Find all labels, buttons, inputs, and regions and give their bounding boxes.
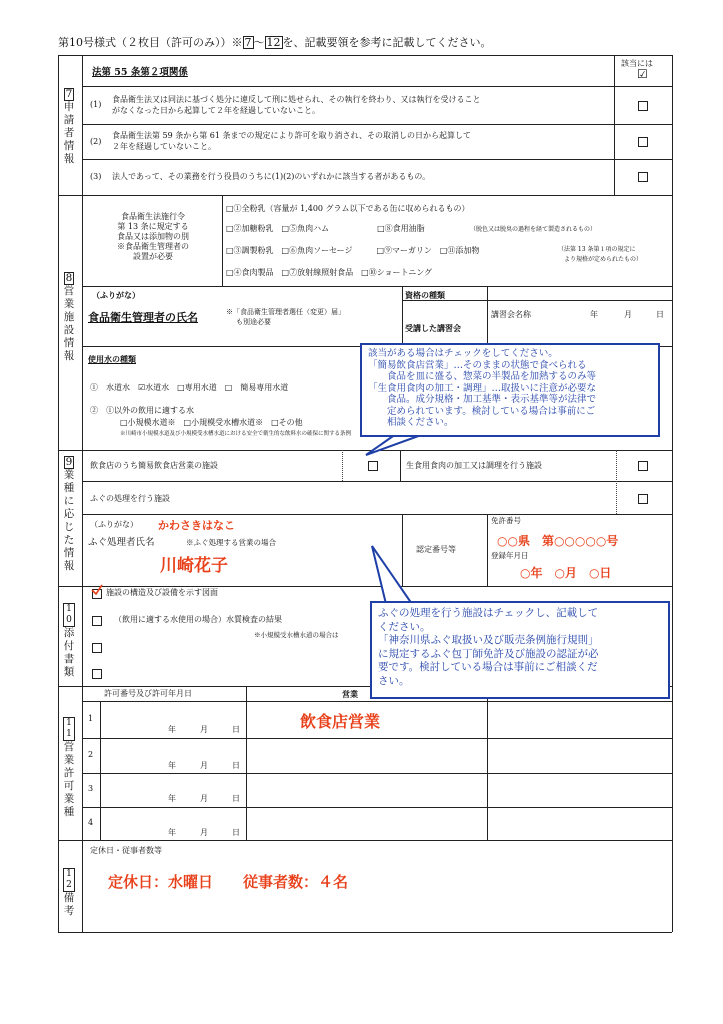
sec10-number: 10 <box>63 603 75 627</box>
raw-meat-label: 生食用食肉の加工又は調理を行う施設 <box>406 461 542 470</box>
rule-desc-4: ※食品衛生管理者の <box>117 242 189 251</box>
sec7-number: 7 <box>65 88 73 100</box>
water-note: ※川崎市小規模水道及び小規模受水槽水道における安全で衛生的な飲料水の確保に関する条例 <box>120 431 352 437</box>
callout1-line5: 食品。成分規格・加工基準・表示基準等が法律で <box>368 394 597 405</box>
sec8-number: 8 <box>65 272 73 284</box>
sec7-item2-line1: 食品衛生法第 59 条から第 61 条までの規定により許可を取り消され、その取消しの日から起算して <box>112 131 472 140</box>
row3-year: 年 <box>168 794 176 803</box>
course-label: 受講した講習会 <box>405 323 461 333</box>
manager-name-label: 食品衛生管理者の氏名 <box>88 311 198 324</box>
doc1-label: 施設の構造及び設備を示す図面 <box>106 588 218 597</box>
sec12-number: 12 <box>63 868 75 892</box>
row-3-no: 3 <box>88 784 94 793</box>
sec9-label-text: 業種に応じた情報 <box>63 469 75 572</box>
sec7-item3-no: (3) <box>90 172 102 181</box>
course-day: 日 <box>656 310 664 319</box>
water-options-3[interactable]: □小規模水道※ □小規模受水槽水道※ □その他 <box>120 418 303 427</box>
callout1-pointer <box>366 434 424 455</box>
applicable-header: 該当には <box>621 59 653 68</box>
sec11-label-text: 営業許可業種 <box>63 741 75 818</box>
row3-month: 月 <box>200 794 208 803</box>
callout1-line3: 食品を皿に盛る、惣菜の半製品を加熱するのみ等 <box>368 371 597 382</box>
row4-day: 日 <box>232 828 240 837</box>
fugu-person-value[interactable]: 川崎花子 <box>160 556 228 576</box>
callout-simple-restaurant <box>360 343 660 437</box>
fugu-furigana-value[interactable]: かわさきはなこ <box>158 519 235 532</box>
additive-note-1: （法第 13 条第１項の規定に <box>558 246 636 253</box>
sec10-label-text: 添付書類 <box>63 627 75 678</box>
sec7-label-text: 申請者情報 <box>63 101 75 165</box>
row-1-no: 1 <box>88 714 94 723</box>
fugu-person-label: ふぐ処理者氏名 <box>88 537 155 548</box>
sec7-item2-no: (2) <box>90 137 102 146</box>
callout2-pointer <box>372 546 412 604</box>
food-row-4[interactable]: □④食肉製品 □⑦放射線照射食品 □⑩ショートニング <box>226 268 433 277</box>
business-type-value[interactable]: 飲食店営業 <box>300 712 381 731</box>
header-instruction: を、記載要領を参考に記載してください。 <box>282 36 492 49</box>
callout2-line1: ふぐの処理を行う施設はチェックし、記載して <box>378 607 599 619</box>
sec7-item2-line2: ２年を経過していないこと。 <box>112 142 216 151</box>
range-from: 7 <box>244 36 252 49</box>
water-options-2: ② ①以外の飲用に適する水 <box>90 406 194 415</box>
license-no-value[interactable]: ○○県 第○○○○○号 <box>497 534 619 548</box>
sec12-label-text: 備考 <box>63 892 75 917</box>
permit-col-header: 許可番号及び許可年月日 <box>104 689 192 698</box>
check-sample-icon: ☑ <box>637 67 648 81</box>
row4-month: 月 <box>200 828 208 837</box>
sec7-item3-line1: 法人であって、その業務を行う役員のうちに(1)(2)のいずれかに該当する者があるもの。 <box>112 172 431 181</box>
business-col-header: 営業 <box>342 689 358 699</box>
row1-year: 年 <box>168 725 176 734</box>
remarks-title: 定休日・従事者数等 <box>90 846 162 855</box>
callout2-line6: さい。 <box>378 674 410 687</box>
callout1-line1: 該当がある場合はチェックをしてください。 <box>368 348 558 359</box>
row-2-no: 2 <box>88 750 94 759</box>
row4-year: 年 <box>168 828 176 837</box>
callout1-line6: 定められています。検討している場合は事前にご <box>368 405 596 417</box>
row1-day: 日 <box>232 725 240 734</box>
callout1-line2: 「簡易飲食店営業」…そのままの状態で食べられる <box>368 359 587 371</box>
row2-month: 月 <box>200 761 208 770</box>
doc2-note: ※小規模受水槽水道の場合は <box>254 631 339 639</box>
rule-desc-2: 第 13 条に規定する <box>117 222 189 231</box>
row3-day: 日 <box>232 794 240 803</box>
additive-note-2: より規格が定められたもの） <box>564 256 643 263</box>
fugu-facility-label: ふぐの処理を行う施設 <box>90 494 170 503</box>
row1-month: 月 <box>200 725 208 734</box>
food-row-2[interactable]: □②加糖粉乳 □⑤魚肉ハム □⑧食用油脂 <box>226 224 425 233</box>
rule-desc-1: 食品衛生法施行令 <box>121 212 185 221</box>
course-name-label: 講習会名称 <box>491 310 531 319</box>
sec7-item1-line1: 食品衛生法又は同法に基づく処分に違反して刑に処せられ、その執行を終わり、又は執行を受けること <box>112 95 481 104</box>
sec7-title: 法第 55 条第２項関係 <box>92 67 188 78</box>
food-row-3[interactable]: □③調製粉乳 □⑥魚肉ソーセージ □⑨マーガリン □⑪添加物 <box>226 246 480 255</box>
reg-date-value[interactable]: ○年 ○月 ○日 <box>520 566 612 580</box>
rule-desc-3: 食品又は添加物の別 <box>117 232 189 241</box>
callout2-line4: に規定するふぐ包丁師免許及び施設の認証が必 <box>378 647 599 660</box>
doc2-label: （飲用に適する水使用の場合）水質検査の結果 <box>114 615 282 624</box>
fugu-furigana-label: （ふりがな） <box>90 520 138 529</box>
course-month: 月 <box>624 310 632 319</box>
qualification-label: 資格の種類 <box>405 290 445 300</box>
fugu-person-note: ※ふぐ処理する営業の場合 <box>186 538 276 547</box>
remarks-value[interactable]: 定休日：水曜日 従事者数：４名 <box>108 873 349 891</box>
cert-no-label: 認定番号等 <box>416 545 456 554</box>
sec7-item1-no: (1) <box>90 100 102 109</box>
water-type-label: 使用水の種類 <box>88 354 136 364</box>
manager-note-1: ※「食品衛生管理者選任（変更）届」 <box>226 308 345 316</box>
rule-desc-5: 設置が必要 <box>133 252 173 261</box>
oil-note: （脱色又は脱臭の過程を経て製造されるもの） <box>470 226 597 233</box>
course-year: 年 <box>590 310 598 319</box>
sec7-item1-line2: がなくなった日から起算して２年を経過していないこと。 <box>112 106 320 115</box>
manager-note-2: も別途必要 <box>236 318 271 326</box>
tilde: 〜 <box>253 36 265 49</box>
row-4-no: 4 <box>88 818 94 827</box>
row2-year: 年 <box>168 761 176 770</box>
callout-fugu <box>370 601 670 699</box>
row2-day: 日 <box>232 761 240 770</box>
callout2-line3: 「神奈川県ふぐ取扱い及び販売条例施行規則」 <box>378 634 599 646</box>
form-number: 第10号様式（２枚目（許可のみ））※ <box>58 36 243 49</box>
callout1-line4: 「生食用食肉の加工・調理」…取扱いに注意が必要な <box>368 382 597 394</box>
water-options[interactable]: ① 水道水 ☑水道水 □専用水道 □ 簡易専用水道 <box>90 383 289 392</box>
callout1-line7: 相談ください。 <box>368 417 454 428</box>
reg-date-label: 登録年月日 <box>491 551 529 560</box>
sec11-number: 11 <box>63 717 75 741</box>
callout2-line5: 要です。検討している場合は事前にご相談くだ <box>378 661 598 673</box>
manager-furigana: （ふりがな） <box>92 290 140 300</box>
range-to: 12 <box>266 36 281 49</box>
callout2-line2: ください。 <box>378 620 431 633</box>
sec8-label-text: 営業施設情報 <box>63 285 75 362</box>
food-row-1[interactable]: □①全粉乳（容量が 1,400 グラム以下である缶に収められるもの） <box>226 204 470 213</box>
simple-restaurant-label: 飲食店のうち簡易飲食店営業の施設 <box>90 461 218 470</box>
sec9-number: 9 <box>65 456 73 468</box>
license-no-label: 免許番号 <box>491 516 521 525</box>
